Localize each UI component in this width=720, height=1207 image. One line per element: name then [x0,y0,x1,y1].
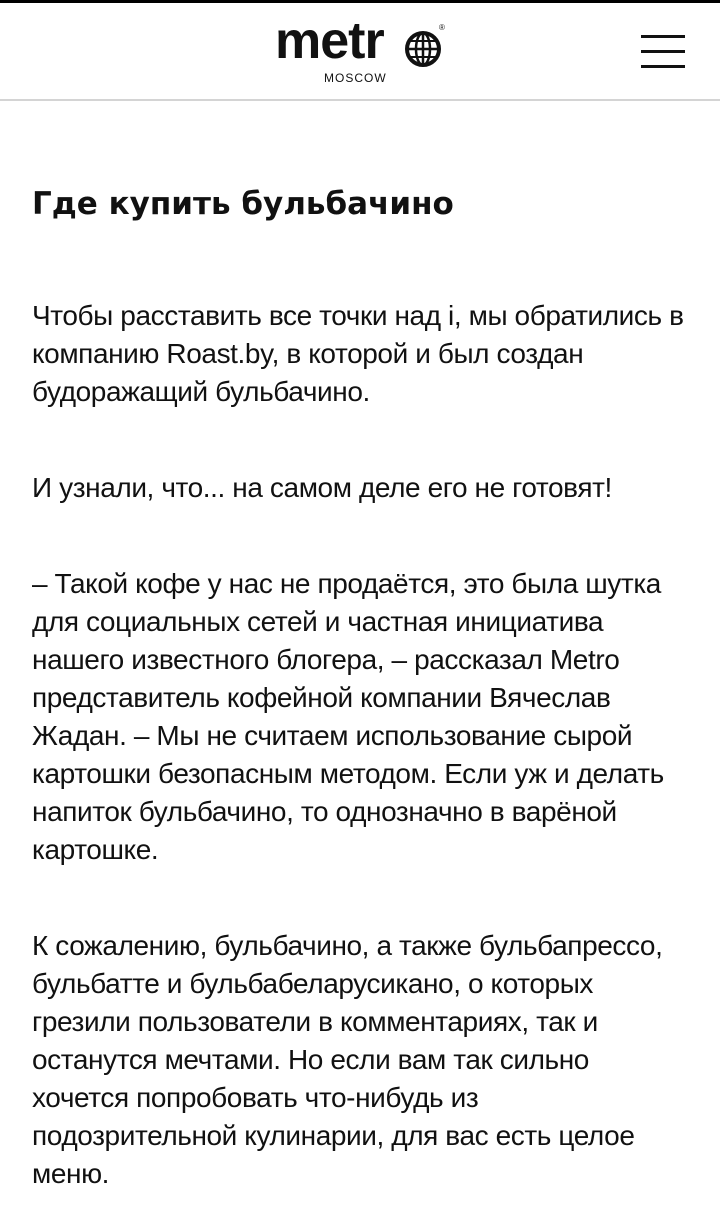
logo-city: MOSCOW [324,71,387,85]
globe-icon [404,30,442,68]
article-paragraph: Чтобы расставить все точки над i, мы обратились в компанию Roast.by, в которой и был создан будоражащий бульбачино. [32,300,684,407]
article-heading: Где купить бульбачино [32,186,454,222]
hamburger-menu-icon [637,30,689,72]
article-paragraph: – Такой кофе у нас не продаётся, это была шутка для социальных сетей и частная инициатива нашего известного блогера, – рассказал Metro представитель кофейной компании Вячеслав Жадан. – Мы не считаем использование сырой картошки безопасным методом. Если уж и делать напиток бульбачино, то однозначно в варёной картошке. [32,568,664,865]
metro-logo[interactable] [275,12,445,87]
article-content [32,178,692,1193]
menu-button[interactable] [637,30,689,72]
article-paragraph: К сожалению, бульбачино, а также бульбапрессо, бульбатте и бульбабеларусикано, о которых грезили пользователи в комментариях, так и останутся мечтами. Но если вам так сильно хочется попробовать что-нибудь из подозрительной кулинарии, для вас есть целое меню. [32,930,663,1189]
article-paragraph: И узнали, что... на самом деле его не готовят! [32,472,612,503]
logo-wordmark: metr [275,12,384,70]
registered-mark: ® [439,23,445,32]
site-header [0,3,720,101]
